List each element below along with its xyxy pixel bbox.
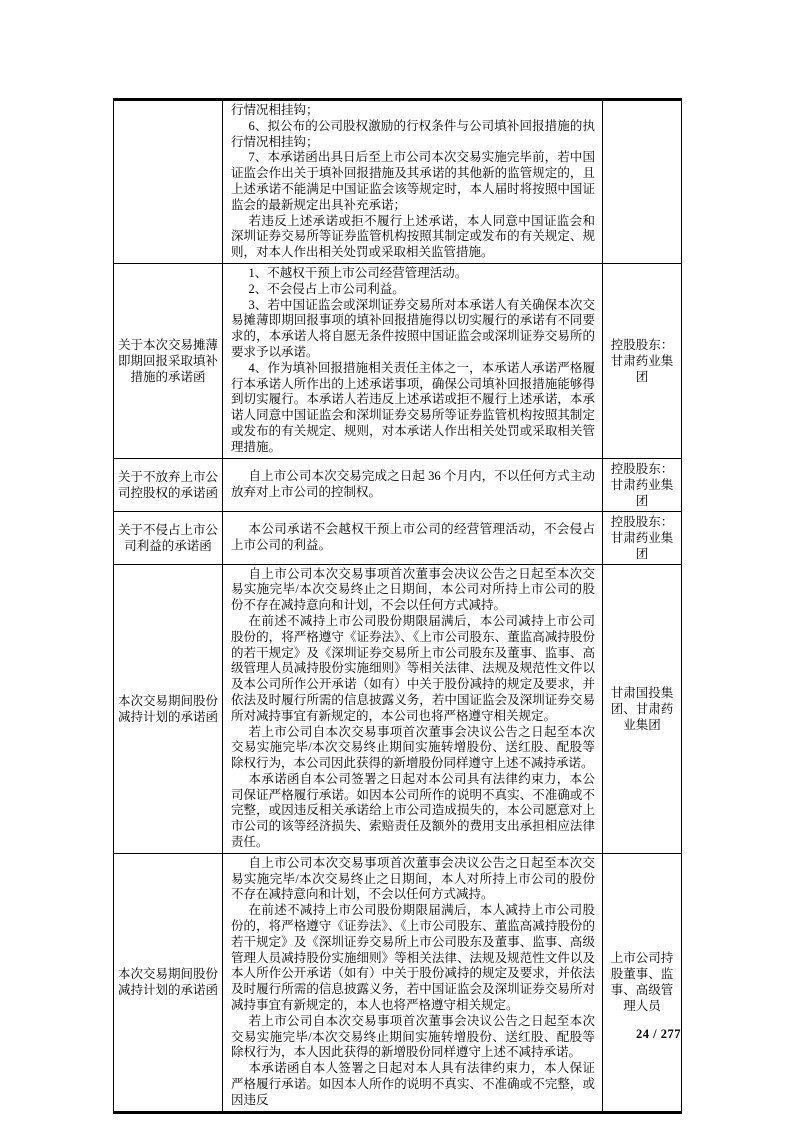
commitment-title-cell: 关于本次交易摊薄即期回报采取填补措施的承诺函: [114, 263, 223, 458]
commitment-content-cell: [223, 100, 603, 264]
commitment-party-cell: 上市公司持股董事、监事、高级管理人员: [603, 853, 682, 1112]
paragraph: 6、拟公布的公司股权激励的行权条件与公司填补回报措施的执行情况相挂钩；: [231, 118, 595, 149]
paragraph: 4、作为填补回报措施相关责任主体之一，本承诺人承诺严格履行本承诺人所作出的上述承诺事项，确保公司填补回报措施能够得到切实履行。本承诺人若违反上述承诺或拒不履行上述承诺，本承诺人同意中国证监会和深圳证券交易所等证券监管机构按照其制定或发布的有关规定、规则，对本承诺人作出相关处罚或采取相关管理措施。: [231, 360, 595, 454]
commitment-content-cell: [223, 853, 603, 1112]
paragraph: 1、不越权干预上市公司经营管理活动。: [248, 265, 468, 280]
table-row: [114, 100, 682, 264]
table-row: [114, 511, 682, 564]
commitment-title-cell: 关于不放弃上市公司控股权的承诺函: [114, 458, 223, 511]
commitment-party-cell: [603, 100, 682, 264]
commitment-title-cell: [114, 100, 223, 264]
paragraph: 若违反上述承诺或拒不履行上述承诺，本人同意中国证监会和深圳证券交易所等证券监管机构按照其制定或发布的有关规定、规则，对本人作出相关处罚或采取相关监管措施。: [231, 213, 595, 260]
paragraph: 本承诺函自本人签署之日起对本人具有法律约束力，本人保证严格履行承诺。如因本人所作的说明不真实、不准确或不完整，或因违反: [231, 1061, 595, 1107]
paragraph: 在前述不减持上市公司股份期限届满后，本人减持上市公司股份的，将严格遵守《证券法》、《上市公司股东、董监高减持股份的若干规定》及《深圳证券交易所上市公司股东及董事、监事、高级管理人员减持股份实施细则》等相关法律、法规及规范性文件以及本人所作公开承诺（如有）中关于股份减持的规定及要求，并依法及时履行所需的信息披露义务，若中国证监会及深圳证券交易所对减持事宜有新规定的，本人也将严格遵守相关规定。: [231, 903, 595, 1013]
table-row: [114, 564, 682, 853]
table-row: [114, 458, 682, 511]
paragraph: 自上市公司本次交易完成之日起 36 个月内，不以任何方式主动放弃对上市公司的控制权。: [231, 468, 595, 499]
paragraph: 自上市公司本次交易事项首次董事会决议公告之日起至本次交易实施完毕/本次交易终止之日期间，本公司对所持上市公司的股份不存在减持意向和计划，不会以任何方式减持。: [231, 566, 595, 613]
page-number: 24 / 277: [636, 1027, 681, 1041]
paragraph: 行情况相挂钩；: [231, 103, 319, 117]
paragraph: 自上市公司本次交易事项首次董事会决议公告之日起至本次交易实施完毕/本次交易终止之日期间，本人对所持上市公司的股份不存在减持意向和计划，不会以任何方式减持。: [231, 855, 595, 902]
paragraph: 7、本承诺函出具日后至上市公司本次交易实施完毕前，若中国证监会作出关于填补回报措施及其承诺的其他新的监管规定的，且上述承诺不能满足中国证监会该等规定时，本人届时将按照中国证监会的最新规定出具补充承诺；: [231, 150, 595, 212]
commitment-content-cell: [223, 263, 603, 458]
commitment-party-cell: 控股股东：甘肃药业集团: [603, 458, 682, 511]
commitment-title-cell: 本次交易期间股份减持计划的承诺函: [114, 564, 223, 853]
commitment-party-cell: 甘肃国投集团、甘肃药业集团: [603, 564, 682, 853]
table-row: [114, 853, 682, 1112]
commitment-title-cell: 关于不侵占上市公司利益的承诺函: [114, 511, 223, 564]
paragraph: 3、若中国证监会或深圳证券交易所对本承诺人有关确保本次交易摊薄即期回报事项的填补回报措施得以切实履行的承诺有不同要求的，本承诺人将自愿无条件按照中国证监会或深圳证券交易所的要求予以承诺。: [231, 297, 595, 359]
commitment-party-cell: 控股股东：甘肃药业集团: [603, 511, 682, 564]
paragraph: 2、不会侵占上市公司利益。: [248, 281, 405, 296]
paragraph: 本承诺函自本公司签署之日起对本公司具有法律约束力，本公司保证严格履行承诺。如因本公司所作的说明不真实、不准确或不完整，或因违反相关承诺给上市公司造成损失的，本公司愿意对上市公司的该等经济损失、索赔责任及额外的费用支出承担相应法律责任。: [231, 771, 595, 850]
paragraph: 在前述不减持上市公司股份期限届满后，本公司减持上市公司股份的，将严格遵守《证券法》、《上市公司股东、董监高减持股份的若干规定》及《深圳证券交易所上市公司股东及董事、监事、高级管理人员减持股份实施细则》等相关法律、法规及规范性文件以及本公司所作公开承诺（如有）中关于股份减持的规定及要求，并依法及时履行所需的信息披露义务，若中国证监会及深圳证券交易所对减持事宜有新规定的，本公司也将严格遵守相关规定。: [231, 613, 595, 723]
paragraph: 本公司承诺不会越权干预上市公司的经营管理活动，不会侵占上市公司的利益。: [231, 521, 595, 552]
commitment-content-cell: [223, 511, 603, 564]
commitment-content-cell: [223, 458, 603, 511]
paragraph: 若上市公司自本次交易事项首次董事会决议公告之日起至本次交易实施完毕/本次交易终止期间实施转增股份、送红股、配股等除权行为，本公司因此获得的新增股份同样遵守上述不减持承诺。: [231, 724, 595, 771]
commitment-content-cell: [223, 564, 603, 853]
paragraph: 若上市公司自本次交易事项首次董事会决议公告之日起至本次交易实施完毕/本次交易终止期间实施转增股份、送红股、配股等除权行为，本人因此获得的新增股份同样遵守上述不减持承诺。: [231, 1013, 595, 1060]
commitment-party-cell: 控股股东：甘肃药业集团: [603, 263, 682, 458]
commitments-table: [113, 98, 682, 1114]
commitment-title-cell: 本次交易期间股份减持计划的承诺函: [114, 853, 223, 1112]
table-row: [114, 263, 682, 458]
